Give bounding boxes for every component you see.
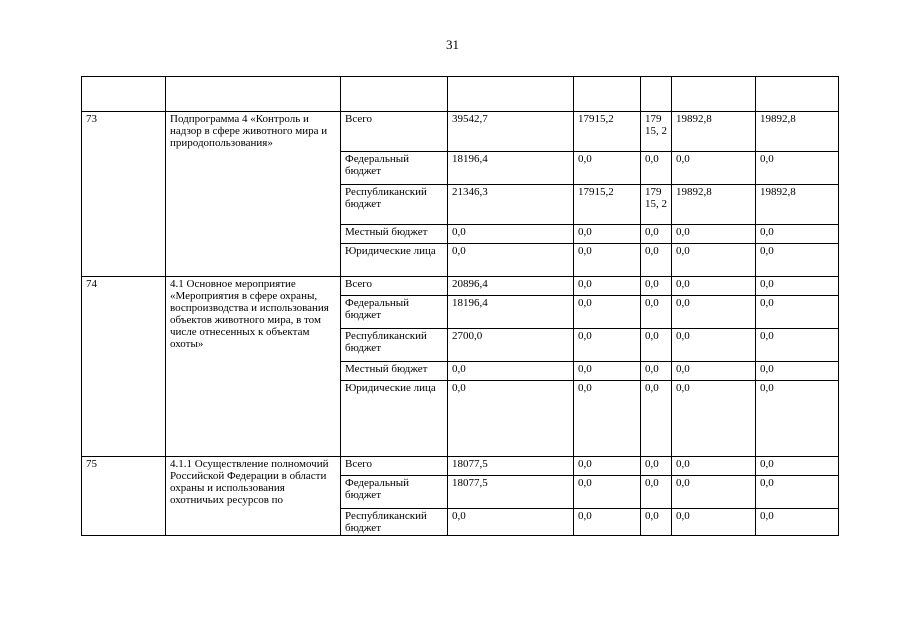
total-value: 39542,7 — [448, 112, 574, 152]
row-number: 73 — [82, 112, 166, 277]
year3-value: 0,0 — [672, 277, 756, 296]
source-name: Всего — [341, 277, 448, 296]
total-value: 0,0 — [448, 509, 574, 536]
year3-value: 0,0 — [672, 476, 756, 509]
year3-value: 0,0 — [672, 457, 756, 476]
year4-value: 0,0 — [756, 277, 839, 296]
year2-value: 0,0 — [641, 381, 672, 457]
total-value: 18077,5 — [448, 457, 574, 476]
program-title: 4.1.1 Осуществление полномочий Российской Федерации в области охраны и использования охотничьих ресурсов по — [166, 457, 341, 536]
year4-value: 19892,8 — [756, 112, 839, 152]
year2-value: 0,0 — [641, 509, 672, 536]
year1-value: 17915,2 — [574, 185, 641, 225]
total-value: 18196,4 — [448, 296, 574, 329]
source-name: Федеральный бюджет — [341, 476, 448, 509]
year2-value: 0,0 — [641, 329, 672, 362]
year3-value: 0,0 — [672, 152, 756, 185]
total-value: 21346,3 — [448, 185, 574, 225]
year1-value: 0,0 — [574, 277, 641, 296]
year1-value: 0,0 — [574, 329, 641, 362]
year4-value: 0,0 — [756, 152, 839, 185]
year2-value: 0,0 — [641, 152, 672, 185]
year4-value: 0,0 — [756, 476, 839, 509]
total-value: 18077,5 — [448, 476, 574, 509]
year1-value: 0,0 — [574, 509, 641, 536]
year4-value: 0,0 — [756, 457, 839, 476]
source-name: Юридические лица — [341, 381, 448, 457]
year4-value: 0,0 — [756, 296, 839, 329]
year1-value: 0,0 — [574, 476, 641, 509]
source-name: Всего — [341, 112, 448, 152]
total-value: 18196,4 — [448, 152, 574, 185]
year3-value: 0,0 — [672, 296, 756, 329]
table-row — [82, 277, 839, 296]
year4-value: 0,0 — [756, 381, 839, 457]
total-value: 0,0 — [448, 362, 574, 381]
year3-value: 0,0 — [672, 509, 756, 536]
source-name: Местный бюджет — [341, 362, 448, 381]
program-title: Подпрограмма 4 «Контроль и надзор в сфере животного мира и природопользования» — [166, 112, 341, 277]
year2-value: 0,0 — [641, 277, 672, 296]
year1-value: 0,0 — [574, 152, 641, 185]
year1-value: 0,0 — [574, 296, 641, 329]
page-number: 31 — [446, 37, 459, 52]
total-value: 0,0 — [448, 381, 574, 457]
year4-value: 0,0 — [756, 329, 839, 362]
row-number: 74 — [82, 277, 166, 457]
source-name: Всего — [341, 457, 448, 476]
year1-value: 17915,2 — [574, 112, 641, 152]
year1-value: 0,0 — [574, 457, 641, 476]
year2-value: 0,0 — [641, 225, 672, 244]
year2-value: 0,0 — [641, 457, 672, 476]
year2-value: 0,0 — [641, 362, 672, 381]
year3-value: 0,0 — [672, 381, 756, 457]
header-row — [82, 77, 839, 112]
year1-value: 0,0 — [574, 225, 641, 244]
source-name: Республиканский бюджет — [341, 329, 448, 362]
year2-value: 179 15, 2 — [641, 185, 672, 225]
year3-value: 19892,8 — [672, 185, 756, 225]
year1-value: 0,0 — [574, 381, 641, 457]
year3-value: 0,0 — [672, 329, 756, 362]
year3-value: 0,0 — [672, 244, 756, 277]
source-name: Местный бюджет — [341, 225, 448, 244]
year2-value: 179 15, 2 — [641, 112, 672, 152]
year3-value: 0,0 — [672, 225, 756, 244]
year4-value: 0,0 — [756, 225, 839, 244]
source-name: Юридические лица — [341, 244, 448, 277]
table-row — [82, 112, 839, 152]
total-value: 0,0 — [448, 244, 574, 277]
year2-value: 0,0 — [641, 296, 672, 329]
source-name: Республиканский бюджет — [341, 509, 448, 536]
source-name: Федеральный бюджет — [341, 152, 448, 185]
year3-value: 19892,8 — [672, 112, 756, 152]
source-name: Федеральный бюджет — [341, 296, 448, 329]
year1-value: 0,0 — [574, 244, 641, 277]
year4-value: 0,0 — [756, 362, 839, 381]
total-value: 20896,4 — [448, 277, 574, 296]
table-row — [82, 457, 839, 476]
year2-value: 0,0 — [641, 244, 672, 277]
year2-value: 0,0 — [641, 476, 672, 509]
year4-value: 0,0 — [756, 244, 839, 277]
total-value: 0,0 — [448, 225, 574, 244]
year1-value: 0,0 — [574, 362, 641, 381]
year4-value: 19892,8 — [756, 185, 839, 225]
source-name: Республиканский бюджет — [341, 185, 448, 225]
program-title: 4.1 Основное мероприятие «Мероприятия в сфере охраны, воспроизводства и использования объектов животного мира, в том числе отнесенных к объектам охоты» — [166, 277, 341, 457]
year3-value: 0,0 — [672, 362, 756, 381]
budget-table — [81, 76, 839, 536]
year4-value: 0,0 — [756, 509, 839, 536]
row-number: 75 — [82, 457, 166, 536]
total-value: 2700,0 — [448, 329, 574, 362]
